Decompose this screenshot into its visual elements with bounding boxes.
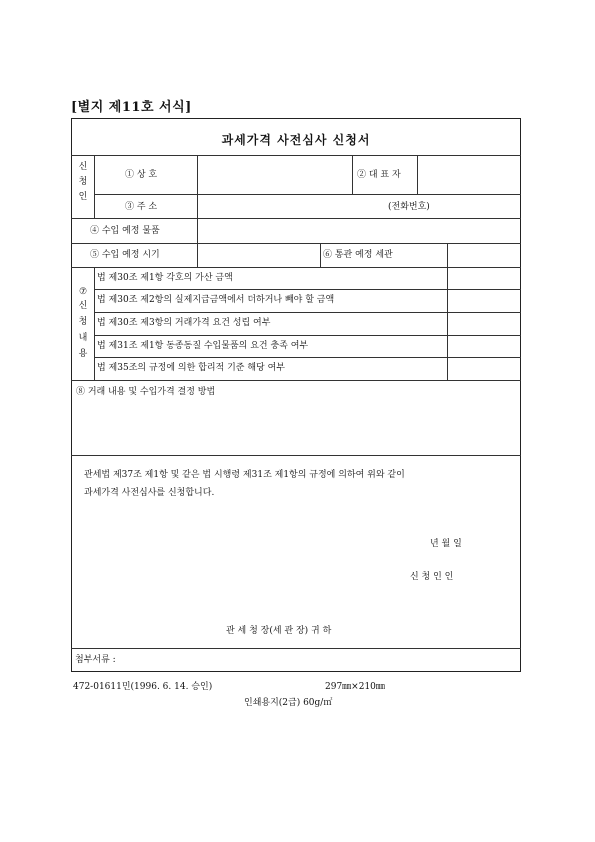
doc-code: 472-01611민(1996. 6. 14. 승인) xyxy=(73,682,213,692)
statement-line-1: 관세법 제37조 제1항 및 같은 법 시행령 제31조 제1항의 규정에 의하여 위와 같이 xyxy=(84,470,405,480)
date-line: 년 월 일 xyxy=(430,539,462,549)
trade-name-field[interactable] xyxy=(198,156,351,193)
import-goods-label: ④ 수입 예정 물품 xyxy=(90,226,160,236)
col-divider xyxy=(94,267,95,380)
content-item: 법 제35조의 규정에 의한 합리적 기준 해당 여부 xyxy=(97,363,285,373)
address-label: ③ 주 소 xyxy=(125,202,158,212)
addressee: 관 세 청 장(세 관 장) 귀 하 xyxy=(226,626,332,636)
form-title: 과세가격 사전심사 신청서 xyxy=(221,133,371,147)
paper-size: 297㎜×210㎜ xyxy=(325,682,385,692)
representative-field[interactable] xyxy=(418,156,520,193)
applicant-signature-line: 신 청 인 인 xyxy=(410,572,454,582)
applicant-label: 신 청 인 xyxy=(78,162,88,202)
content-item: 법 제30조 제3항의 거래가격 요건 성립 여부 xyxy=(97,318,271,328)
row-divider xyxy=(71,380,521,381)
phone-label: (전화번호) xyxy=(388,202,430,212)
row-divider xyxy=(71,455,521,456)
transaction-method-label: ⑧ 거래 내용 및 수입가격 결정 방법 xyxy=(76,387,216,397)
trade-name-label: ① 상 호 xyxy=(125,170,158,180)
import-goods-field[interactable] xyxy=(198,219,520,242)
row-divider xyxy=(94,194,521,195)
row-divider xyxy=(71,648,521,649)
col-divider xyxy=(320,243,321,267)
paper-spec: 인쇄용지(2급) 60g/㎡ xyxy=(244,698,333,708)
col-divider xyxy=(94,155,95,218)
content-item: 법 제30조 제1항 각호의 가산 금액 xyxy=(97,273,233,283)
content-check-cell[interactable] xyxy=(448,268,520,379)
content-label: ⑦ 신 청 내 용 xyxy=(78,287,88,359)
col-divider xyxy=(352,155,353,194)
content-item: 법 제31조 제1항 동종동질 수입물품의 요건 충족 여부 xyxy=(97,341,309,351)
import-time-label: ⑤ 수입 예정 시기 xyxy=(90,250,160,260)
content-item: 법 제30조 제2항의 실제지급금액에서 더하거나 빼야 할 금액 xyxy=(97,295,335,305)
transaction-method-field[interactable] xyxy=(72,400,520,454)
form-tag: [별지 제11호 서식] xyxy=(71,100,192,115)
attachments-label: 첨부서류 : xyxy=(75,655,116,665)
statement-line-2: 과세가격 사전심사를 신청합니다. xyxy=(84,488,215,498)
customs-office-label: ⑥ 통관 예정 세관 xyxy=(323,250,393,260)
row-divider xyxy=(71,243,521,244)
representative-label: ② 대 표 자 xyxy=(357,170,401,180)
